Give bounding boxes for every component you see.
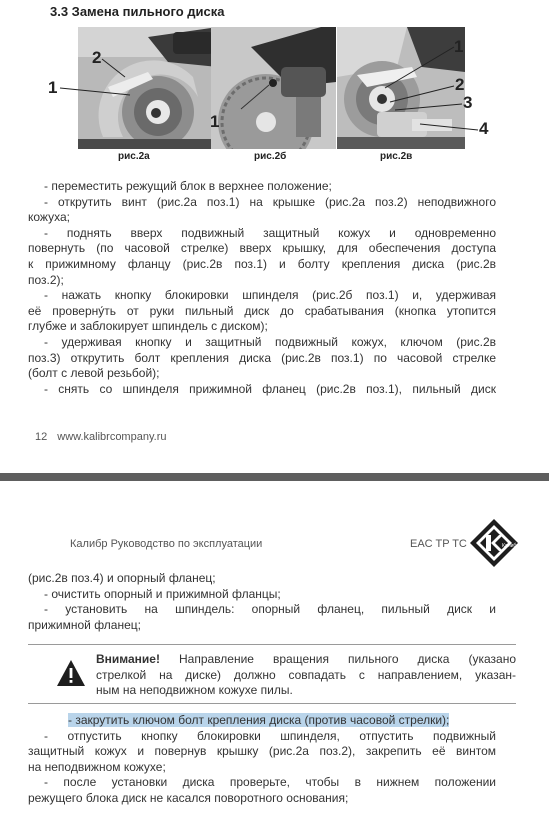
instruction-line: к прижимному фланцу (рис.2в поз.1) и болту крепления диска (рис.2в — [28, 256, 496, 271]
instruction-line: защитный кожух и повернув крышку (рис.2а поз.2), закрепить её винтом — [28, 744, 496, 759]
instruction-line: прижимной фланец; — [28, 617, 141, 632]
callout-2c-2: 2 — [455, 75, 465, 94]
instructions-text-page-12 — [28, 179, 496, 397]
instruction-line: - поднять вверх подвижный защитный кожух и одновременно — [44, 225, 496, 240]
figure-2c-callouts — [380, 37, 500, 140]
highlighted-text[interactable]: - закрутить ключом болт крепления диска (против часовой стрелки); — [68, 713, 450, 727]
page-number: 12 — [35, 431, 48, 443]
instruction-line: - снять со шпинделя прижимной фланец (рис.2в поз.1), пильный диск — [44, 381, 496, 396]
kalibr-logo-icon — [468, 517, 520, 569]
warning-bottom-rule — [28, 703, 516, 704]
callout-2a-1: 1 — [48, 78, 58, 97]
warning-line: ным на неподвижном кожухе пилы. — [96, 683, 293, 698]
instruction-line: её проверну́ть от руки пильный диск до срабатывания (кнопка утопится — [28, 303, 496, 318]
figure-2c-caption: рис.2в — [380, 151, 413, 162]
instruction-line: режущего блока диск не касался поворотного основания; — [28, 790, 349, 805]
figure-2a-caption: рис.2а — [118, 151, 150, 162]
figure-2b-callouts — [205, 105, 245, 135]
warning-text: Направление вращения пильного диска (указано — [159, 652, 516, 666]
warning-top-rule — [28, 644, 516, 645]
instruction-line: на неподвижном кожухе; — [28, 759, 166, 774]
website-link[interactable]: www.kalibrcompany.ru — [57, 431, 167, 443]
instruction-line: - очистить опорный и прижимной фланцы; — [44, 586, 281, 601]
warning-line — [96, 652, 516, 668]
logo-text: Калибр — [502, 543, 520, 549]
manual-title-header: Калибр Руководство по эксплуатации — [70, 538, 263, 550]
section-heading: 3.3 Замена пильного диска — [50, 4, 225, 19]
page-footer — [35, 431, 176, 443]
callout-2c-4: 4 — [479, 119, 489, 138]
callout-2a-2: 2 — [92, 48, 102, 67]
instruction-line: - открутить винт (рис.2а поз.1) на крышке (рис.2а поз.2) неподвижного — [44, 194, 496, 209]
instruction-line: (болт с левой резьбой); — [28, 366, 160, 381]
certification-mark: EAC TP TC — [410, 538, 467, 550]
instruction-line: - удерживая кнопку и защитный подвижный кожух, ключом (рис.2в — [44, 334, 496, 349]
instructions-text-page-13-bottom — [28, 713, 496, 807]
instruction-line: поз.3) открутить болт крепления диска (рис.2в поз.1) по часовой стрелке — [28, 350, 496, 365]
callout-2c-1: 1 — [454, 37, 464, 56]
instruction-line: - переместить режущий блок в верхнее положение; — [44, 179, 332, 193]
instruction-line: - после установки диска проверьте, чтобы в нижнем положении — [44, 775, 496, 790]
instruction-line: глубже и заблокирует шпиндель с диском); — [28, 319, 268, 334]
instruction-line: (рис.2в поз.4) и опорный фланец; — [28, 571, 216, 585]
instruction-line: кожуха; — [28, 210, 70, 225]
warning-label: Внимание! — [96, 652, 160, 666]
instruction-line: - нажать кнопку блокировки шпинделя (рис.2б поз.1) и, удерживая — [44, 288, 496, 303]
callout-2b-1: 1 — [210, 112, 220, 131]
instruction-line: - установить на шпиндель: опорный фланец, пильный диск и — [44, 602, 496, 617]
instructions-text-page-13-top — [28, 571, 496, 633]
callout-2c-3: 3 — [463, 93, 473, 112]
instruction-line-highlighted — [28, 713, 496, 729]
kalibr-logo — [468, 517, 520, 569]
instruction-line: повернуть (по часовой стрелке) вверх крышку, для обеспечения доступа — [28, 241, 496, 256]
manual-page-13 — [0, 481, 549, 819]
warning-icon — [56, 659, 86, 687]
warning-box — [96, 652, 516, 699]
warning-line: стрелкой на диске) должно совпадать с направлением, указан- — [96, 667, 516, 682]
figure-2b-caption: рис.2б — [254, 151, 287, 162]
instruction-line: поз.2); — [28, 272, 64, 287]
figure-2a-callouts — [40, 45, 140, 115]
instruction-line: - отпустить кнопку блокировки шпинделя, отпустить подвижный — [44, 728, 496, 743]
